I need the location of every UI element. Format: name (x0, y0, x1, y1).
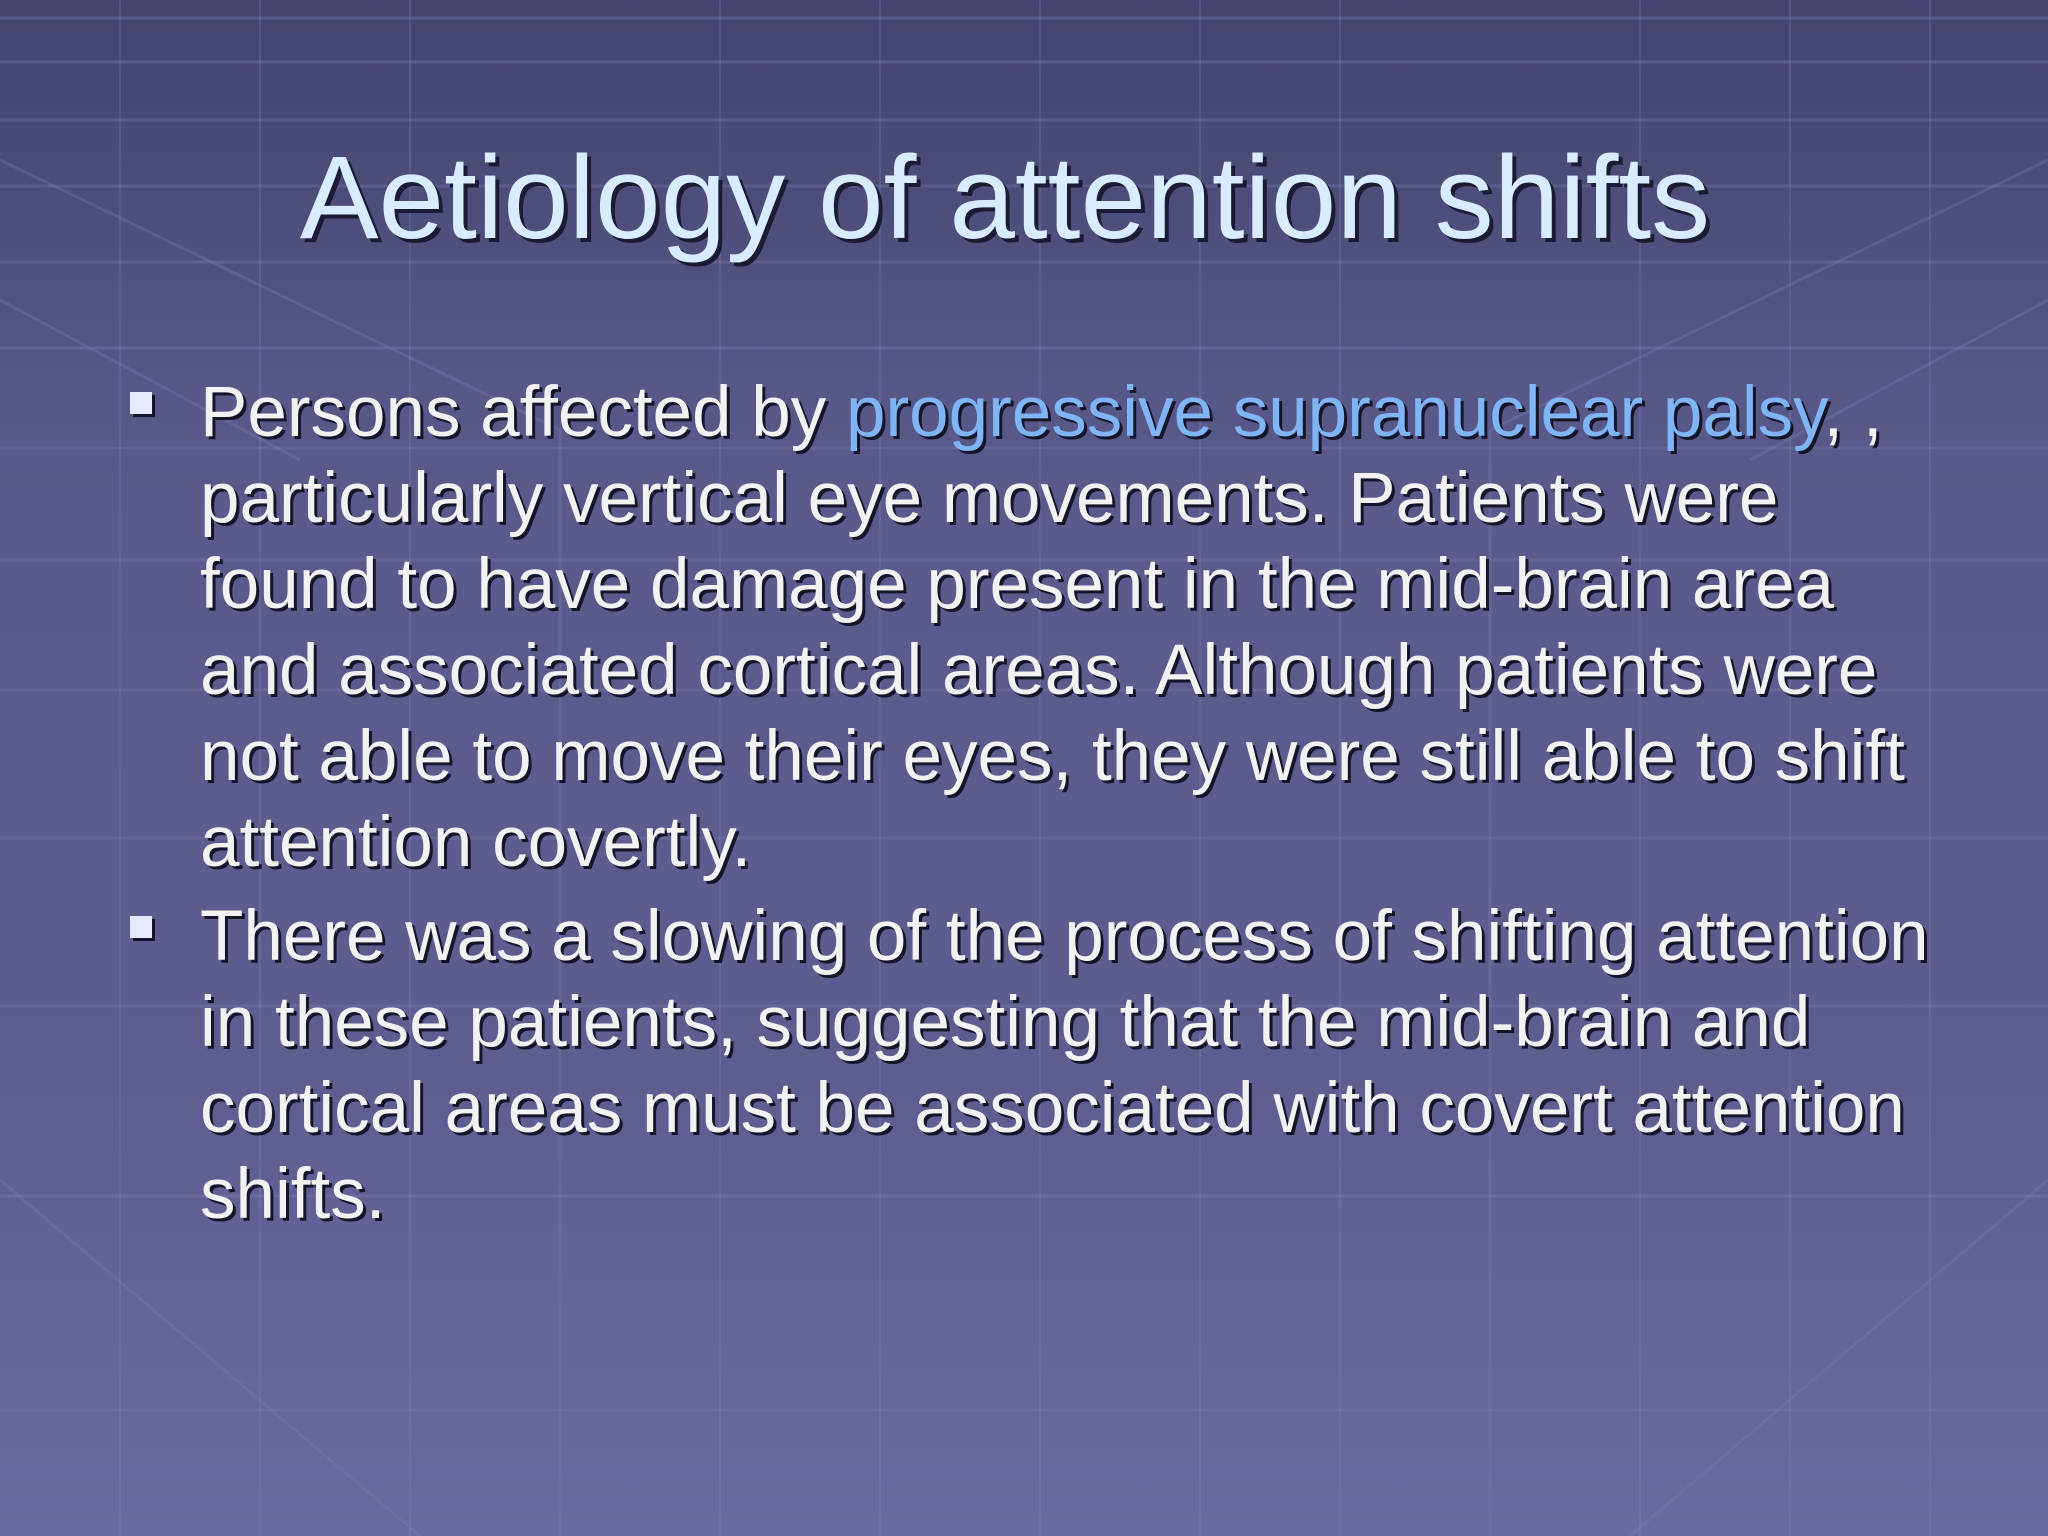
bullet-text-lead: Persons affected by (200, 373, 846, 452)
bullet-item (130, 894, 1930, 1238)
bullet-list (130, 370, 1930, 1238)
square-bullet-icon (130, 916, 152, 938)
psp-link[interactable]: progressive supranuclear palsy (845, 373, 1824, 452)
bullet-text-rest: , , particularly vertical eye movements. Patients were found to have damage present in the mid-brain area and associated cortical areas. Although patients were not able to move their eyes, they were still able to shift attention covertly. (200, 373, 1905, 882)
square-bullet-icon (130, 392, 152, 414)
bullet-item (130, 370, 1930, 886)
bullet-text: There was a slowing of the process of shifting attention in these patients, suggesting that the mid-brain and cortical areas must be associated with covert attention shifts. (200, 897, 1929, 1234)
slide-title: Aetiology of attention shifts (299, 132, 1711, 264)
